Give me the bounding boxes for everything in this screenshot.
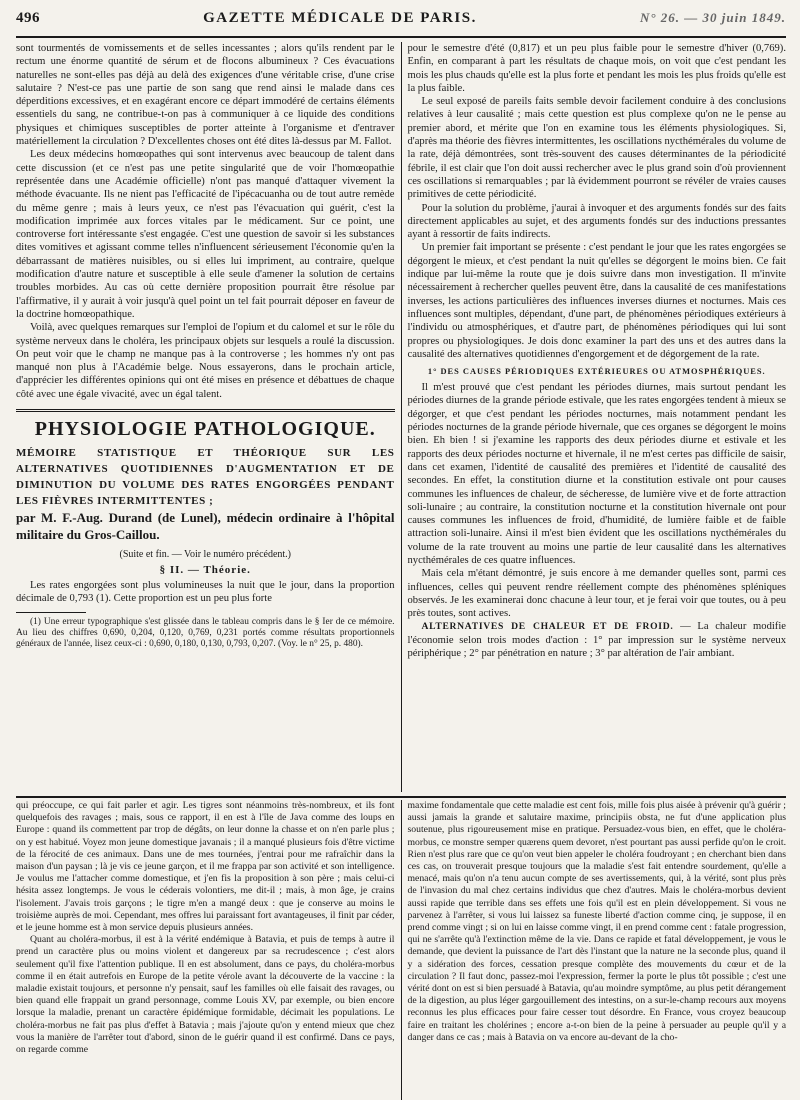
footnote: (1) Une erreur typographique s'est glissée dans le tableau compris dans le § Ier de ce mémoire. Au lieu des chiffres 0,690, 0,204, 0,120, 0,769, 0,231 portés comme résultats proportionnels généraux de l'année, lisez ceux-ci : 0,690, 0,180, 0,130, 0,793, 0,207. (Voy. le n° 25, p. 480). <box>16 616 395 650</box>
run-in-text: — La chaleur modifie l'économie selon trois modes d'action : 1° par impression sur le système nerveux périphérique ; 2° par pénétration en nature ; 3° par altération de l'air ambiant. <box>407 621 786 660</box>
footnote-divider <box>16 612 86 613</box>
paragraph: qui préoccupe, ce qui fait parler et agir. Les tigres sont néanmoins très-nombreux, et ils font quelquefois des ravages ; mais, sous ce rapport, il en est à l'île de Java comme des loups en Europe : quand ils commettent par trop de dégâts, on leur donne la chasse et on n'en parle plus ; on y est habitué. Voyez mon jeune domestique javanais ; il a manqué plusieurs fois d'être victime de la férocité de ces animaux. Dans une de mes tournées, j'entrai pour me rafraîchir dans la maison d'un paysan ; là je vis ce jeune garçon, et il me frappa par son activité et son intelligence. Je voulus me l'attacher comme domestique, et j'en fis la proposition à son père ; mais celui-ci hésita assez longtemps. Je vous le céderais volontiers, me dit-il ; mais, à mon âge, je crains l'isolement. J'avais trois garçons ; le tigre m'en a mangé deux : que je conserve au moins le troisième auprès de moi. Cependant, mes offres lui paraissant fort avantageuses, il finit par céder, et le jeune homme est à mon service depuis plusieurs années. <box>16 800 395 934</box>
paragraph: Le seul exposé de pareils faits semble devoir facilement conduire à des conclusions relatives à leur causalité ; mais cette question est plus complexe qu'on ne le pense au premier abord, et mérite que l'on en examine tous les éléments physiologiques. Si, d'après ma théorie des fièvres intermittentes, les oscillations nycthémérales du volume de la rate, déjà démontrées, sont très-souvent des causes déterminantes de la périodicité fébrile, il est clair que l'on doit aussi rechercher avec le plus grand soin d'où proviennent ces oscillations si remarquables ; par là évidemment pourront se révéler de vraies causes primitives de cette périodicité. <box>407 96 786 201</box>
section-heading: PHYSIOLOGIE PATHOLOGIQUE. <box>34 418 376 441</box>
memoir-note: (Suite et fin. — Voir le numéro précédent.) <box>119 549 292 561</box>
small-heading: 1° DES CAUSES PÉRIODIQUES EXTÉRIEURES OU ATMOSPHÉRIQUES. <box>427 367 766 377</box>
right-column <box>401 42 787 792</box>
left-column <box>16 42 401 792</box>
paragraph: Pour la solution du problème, j'aurai à invoquer et des arguments fondés sur des faits directement applicables au sujet, et des arguments fondés sur des inductions pressantes ayant à ressortir de faits indirects. <box>407 202 786 241</box>
paragraph: Quant au choléra-morbus, il est à la vérité endémique à Batavia, et puis de temps à autre il prend un caractère plus ou moins violent et dangereux par sa recrudescence ; c'est alors seulement qu'il fixe l'attention publique. Il en est absolument, dans ce pays, du choléra-morbus comme il en était autrefois en Europe de la petite vérole avant la découverte de la vaccine : la maladie existait toujours, et personne n'y pensait, sauf les familles où elle faisait des ravages, ou bien quand elle frappait un grand personnage, comme Louis XV, par exemple, ou bien encore lorsque la maladie, prenant un caractère épidémique formidable, décimait les populations. Le choléra-morbus ne fait pas plus d'effet à Batavia ; mais j'ajoute qu'on y entend mieux que chez vous la manière de l'arrêter tout d'abord, sinon de le guérir quand il est confirmé. Dans ce pays, on regarde comme <box>16 934 395 1056</box>
page-header <box>16 10 786 38</box>
paragraph: Les rates engorgées sont plus volumineuses la nuit que le jour, dans la proportion décimale de 0,793 (1). Cette proportion est un peu plus forte <box>16 580 395 605</box>
section-divider <box>16 409 395 412</box>
sub-heading: § II. — Théorie. <box>159 564 251 577</box>
bottom-right-column <box>401 800 787 1100</box>
run-in-heading: ALTERNATIVES DE CHALEUR ET DE FROID. <box>421 621 674 633</box>
upper-section <box>16 42 786 792</box>
lower-section <box>16 800 786 1100</box>
memoir-title: MÉMOIRE STATISTIQUE ET THÉORIQUE SUR LES ALTERNATIVES QUOTIDIENNES D'AUGMENTATION ET DE DIMINUTION DU VOLUME DES RATES ENGORGÉES PENDANT LES FIÈVRES INTERMITTENTES ; <box>16 447 395 508</box>
page-number: 496 <box>16 10 40 26</box>
journal-title: GAZETTE MÉDICALE DE PARIS. <box>203 10 477 26</box>
paragraph: maxime fondamentale que cette maladie est cent fois, mille fois plus aisée à prévenir qu'à guérir ; aussi jamais la grande et salutaire maxime, principiis obsta, ne fut d'une application plus soutenue, plus rigoureusement mise en pratique. Persuadez-vous bien, en effet, que le choléra-morbus, ce monstre semper quærens quem devoret, n'est pourtant pas aussi perfide qu'on le croit. Rien n'est plus rare que ce qu'on veut bien appeler le choléra foudroyant ; en cherchant bien dans ces cas, on trouverait presque toujours que la maladie s'est fait entendre sourdement, qu'elle a menacé, mais qu'on n'a tenu aucun compte de ses avertissements, qui, à la vérité, sont plus près de l'invasion du mal chez certains individus que chez d'autres. Mais le choléra-morbus devient aussi rapide que terrible dans ses effets une fois qu'il est en plein développement. Si vous ne parvenez à l'arrêter, si vous lui laissez sa funeste liberté d'action comme cinq, je suppose, il en prend comme vingt ; si on lui en laisse comme vingt, il en prend comme cent : fatale progression, qui ne s'arrête qu'à l'extinction même de la vie. Dans ce rapide et fatal développement, je vous le demande, que devient la puissance de l'art dès l'instant que la nature ne la seconde plus, quand il y a sidération des forces, cessation presque complète des mouvements du cœur et de la circulation ? Il faut donc, passez-moi l'expression, fermer la porte le plus tôt possible ; c'est une vérité dont on est si bien persuadé à Batavia, qu'au moindre symptôme, au plus petit dérangement de la digestion, au plus léger gargouillement des intestins, on a sur-le-champ recours aux moyens reconnus les plus efficaces pour faire cesser tout désordre. En France, vous croyez beaucoup faire en traitant les cholérines ; encore a-t-on bien de la peine à persuader au peuple qu'il y a danger dans ce cas ; mais à Batavia on va encore au-devant de la cho- <box>407 800 786 1043</box>
paragraph: pour le semestre d'été (0,817) et un peu plus faible pour le semestre d'hiver (0,769). Enfin, en comparant à part les résultats de chaque mois, on voit que c'est pendant les mois les plus chauds qu'elle est la plus forte et pendant les mois les plus froids qu'elle est la plus faible. <box>407 43 786 94</box>
paragraph: Mais cela m'étant démontré, je suis encore à me demander quelles sont, parmi ces influences, celles qui peuvent rendre réellement compte des phénomènes spléniques observés. Je les examinerai donc chacune à leur tour, et je ferai voir que toutes, ou à peu près toutes, sont actives. <box>407 568 786 620</box>
paragraph: Voilà, avec quelques remarques sur l'emploi de l'opium et du calomel et sur le rôle du système nerveux dans le choléra, les principaux objets sur lesquels a roulé la discussion. On peut voir que le champ ne manque pas à la controverse ; les hommes n'y ont pas manqué non plus à l'Académie belge. Nous essayerons, dans le prochain article, d'apprécier les différentes opinions qui ont été mises en présence et débattues de chaque côté avec une égale vivacité, avec un égal talent. <box>16 322 395 400</box>
paragraph: Un premier fait important se présente : c'est pendant le jour que les rates engorgées se dégorgent le mieux, et c'est pendant la nuit qu'elles se dégorgent le moins bien. Ce fait indique par lui-même la route que je dois suivre dans mon investigation. Il m'invite nécessairement à rechercher quelles peuvent être, dans la causalité de ces manifestations inverses, les actions particulières des influences inverses diurnes et nocturnes. Mais ces influences sont multiples, dépendant, d'une part, de phénomènes périodiques extérieurs à l'individu ou atmosphériques, et d'autre part, de phénomènes périodiques qui lui sont propres ou physiologiques. Je dois donc examiner la part des uns et des autres dans la causalité des alternatives quotidiennes d'engorgement et de dégorgement de la rate. <box>407 242 786 360</box>
issue-info: N° 26. — 30 juin 1849. <box>639 10 786 25</box>
bottom-left-column <box>16 800 401 1100</box>
feuilleton-divider <box>16 796 786 798</box>
memoir-author: par M. F.-Aug. Durand (de Lunel), médecin ordinaire à l'hôpital militaire du Gros-Caillou. <box>16 510 395 543</box>
paragraph: sont tourmentés de vomissements et de selles incessantes ; alors qu'ils rendent par le rectum une énorme quantité de sérum et de flocons albumineux ? Ces évacuations naturelles ne sont-elles pas déjà au delà des exigences d'une véritable crise, d'une crise salutaire ? N'est-ce pas une partie de son sang que rend ainsi le malade dans ces déperditions excessives, et en exagérant encore ce départ immodéré de certains éléments essentiels du sang, ne contribue-t-on pas à communiquer à ce liquide des conditions physiques et chimiques susceptibles de porter atteinte à l'organisme et d'entraver matériellement la circulation ? D'excellentes choses ont été dites là-dessus par M. Fallot. <box>16 43 395 148</box>
paragraph: Il m'est prouvé que c'est pendant les périodes diurnes, mais surtout pendant les périodes diurnes de la grande période estivale, que les rates engorgées tendent à mieux se dégorger, et que c'est pendant les périodes nocturnes, mais notamment pendant les périodes nocturnes de la grande période hivernale, que ces organes se dégorgent le moins bien. Eh bien ! si j'examine les rapports des deux périodes diurne et estivale et les rapports des deux périodes nocturne et hivernale, il ne m'est certes pas difficile de saisir, dans cet examen, l'identité de causalité des premières et l'identité de causalité des secondes. En effet, la constitution diurne et la constitution estivale ont pour causes communes les influences de chaleur, de sécheresse, de lumière vive et de forte attraction soli-lunaire ; au contraire, la constitution nocturne et la constitution hivernale ont pour causes communes les influences de froid, d'humidité, de lumière faible et de faible attraction soli-lunaire. Ainsi il m'est bien évident que les oscillations nycthémérales du volume de la rate trouvent au moins une partie de leur causalité dans les alternatives nycthémérales de ces quatre influences. <box>407 382 786 566</box>
paragraph <box>408 620 787 660</box>
paragraph: Les deux médecins homœopathes qui sont intervenus avec beaucoup de talent dans cette discussion (et ce n'est pas une petite singularité que de voir l'homœopathie représentée dans une Académie officielle) n'ont pas manqué d'attaquer vivement la méthode évacuante. Ils ne nient pas l'efficacité de l'ipécacuanha ou de tout autre remède du même genre ; mais à leurs yeux, ce n'est pas l'évacuation qui guérit, c'est la modification imprimée aux forces vitales par le médicament. Sur ce point, une controverse fort intéressante s'est engagée. C'est une question de savoir si les substances dites vomitives et agissant comme telles n'influencent sérieusement l'économie qu'en la débarrassant de matières nuisibles, ou si elles lui impriment, au contraire, quelque modification d'autre nature et susceptible à elle seule d'amener la solution de certains troubles morbides. Au cas où cette dernière proposition pourrait être résolue par l'affirmative, il y aurait à voir jusqu'à quel point un tel fait pourrait déposer en faveur de la doctrine homœopathique. <box>16 149 395 320</box>
